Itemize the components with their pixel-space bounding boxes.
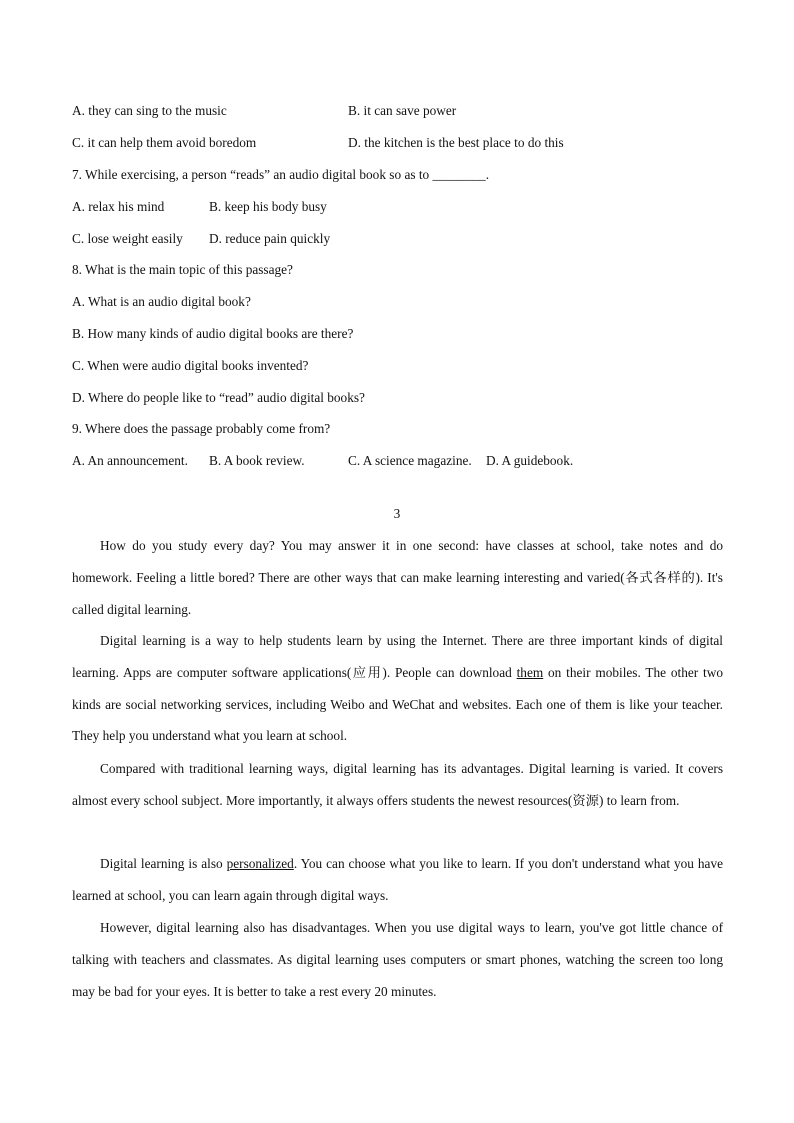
q8-stem: 8. What is the main topic of this passage? — [72, 262, 293, 277]
passage-paragraph-3 — [72, 753, 723, 817]
q8-option-c: C. When were audio digital books invented? — [72, 358, 309, 373]
q7-option-a: A. relax his mind — [72, 199, 165, 214]
paragraph-5-text: However, digital learning also has disadvantages. When you use digital ways to learn, you've got little chance of talking with teachers and classmates. As digital learning uses computers or smart phones, watching the screen too long may be bad for your eyes. It is better to take a rest every 20 minutes. — [72, 920, 723, 999]
q6-option-a: A. they can sing to the music — [72, 103, 227, 118]
q7-option-b: B. keep his body busy — [209, 199, 327, 214]
q9-option-b: B. A book review. — [209, 453, 305, 468]
q8-option-b: B. How many kinds of audio digital books are there? — [72, 326, 354, 341]
q7-option-c: C. lose weight easily — [72, 231, 183, 246]
passage-paragraph-5 — [72, 912, 723, 1007]
q6-option-b: B. it can save power — [348, 103, 457, 118]
q9-option-c: C. A science magazine. — [348, 453, 472, 468]
passage-paragraph-2 — [72, 625, 723, 752]
q9-option-d: D. A guidebook. — [486, 453, 574, 468]
underlined-word-personalized: personalized — [226, 856, 294, 871]
q8-option-d: D. Where do people like to “read” audio digital books? — [72, 390, 365, 405]
q7-option-d: D. reduce pain quickly — [209, 231, 331, 246]
section-number: 3 — [393, 506, 401, 521]
q7-stem: 7. While exercising, a person “reads” an audio digital book so as to ________. — [72, 167, 490, 182]
passage-paragraph-1 — [72, 530, 723, 625]
passage-paragraph-4 — [72, 848, 723, 912]
q6-option-c: C. it can help them avoid boredom — [72, 135, 257, 150]
paragraph-3-text: Compared with traditional learning ways, digital learning has its advantages. Digital learning is varied. It covers almost every school subject. More importantly, it always offers students the newest resources(资源) to learn from. — [72, 761, 723, 808]
paragraph-2-text-before: Digital learning is a way to help students learn by using the Internet. There are three important kinds of digital learning. Apps are computer software applications(应用). People can download — [72, 633, 723, 680]
underlined-word-them: them — [516, 664, 544, 680]
paragraph-2-text-after: on their mobiles. The other two kinds are social networking services, including Weibo and WeChat and websites. Each one of them is like your teacher. They help you understand what you learn at school. — [72, 664, 723, 744]
q6-option-d: D. the kitchen is the best place to do this — [348, 135, 564, 150]
q9-option-a: A. An announcement. — [72, 453, 188, 468]
paragraph-4-text-after: . You can choose what you like to learn. If you don't understand what you have learned at school, you can learn again through digital ways. — [72, 856, 723, 903]
paragraph-1-text: How do you study every day? You may answer it in one second: have classes at school, take notes and do homework. Feeling a little bored? There are other ways that can make learning interesting and varied(各式各样的). It's called digital learning. — [72, 538, 723, 617]
paragraph-4-text-before: Digital learning is also — [100, 856, 227, 871]
q8-option-a: A. What is an audio digital book? — [72, 294, 251, 309]
q9-stem: 9. Where does the passage probably come from? — [72, 421, 331, 436]
